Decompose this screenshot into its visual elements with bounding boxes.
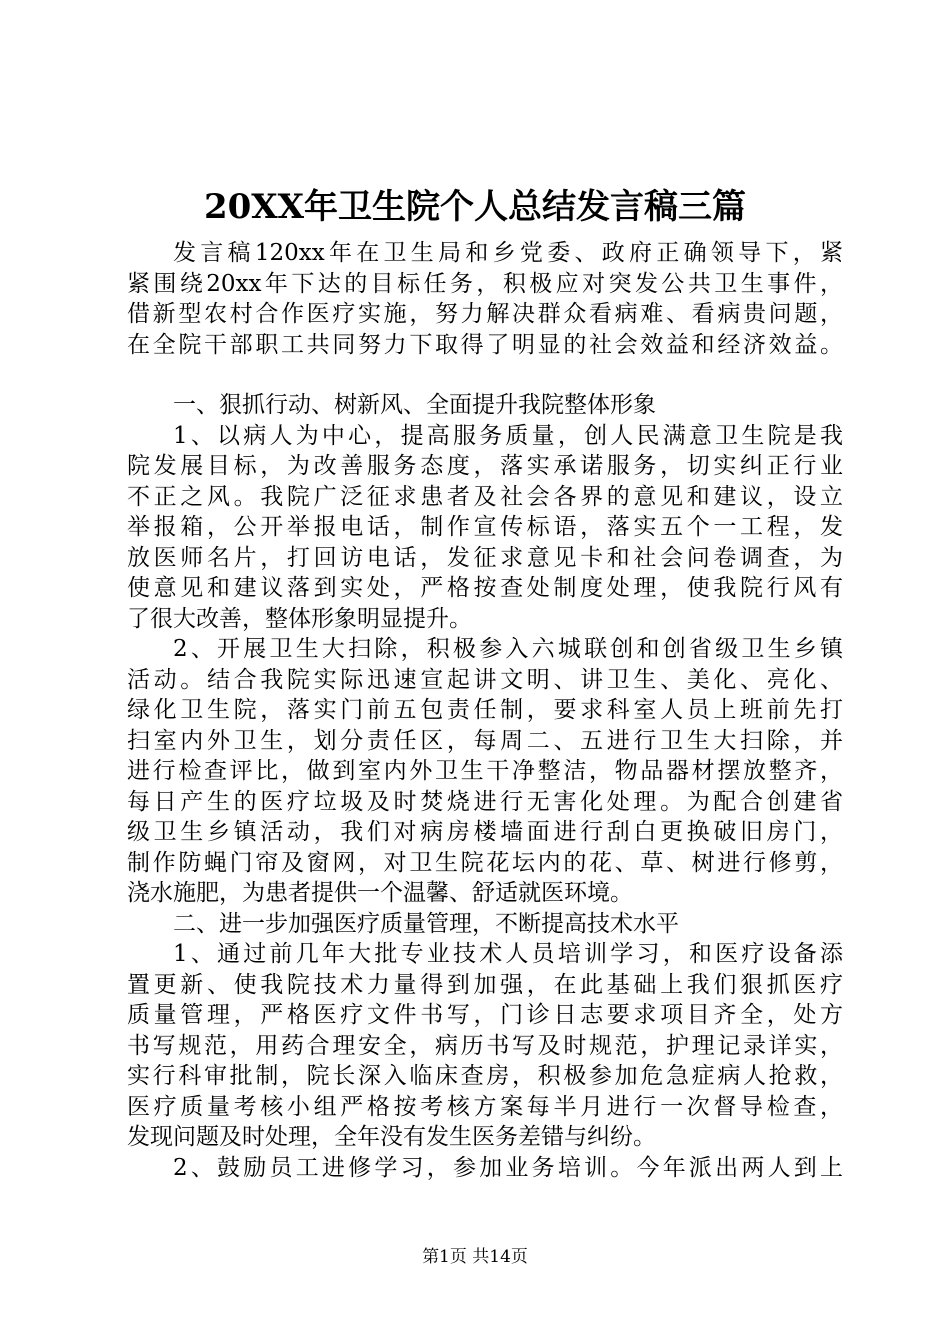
paragraph-item-2: [127, 634, 843, 909]
text-line: 实行科审批制，院长深入临床查房，积极参加危急症病人抢救，: [127, 1063, 843, 1089]
text-line: 质量管理，严格医疗文件书写，门诊日志要求项目齐全，处方: [127, 1002, 843, 1028]
text-line: 2、开展卫生大扫除，积极参入六城联创和创省级卫生乡镇: [173, 636, 843, 662]
document-title: 20XX年卫生院个人总结发言稿三篇: [203, 187, 747, 227]
text-line: 级卫生乡镇活动，我们对病房楼墙面进行刮白更换破旧房门，: [127, 819, 843, 845]
text-line: 每日产生的医疗垃圾及时焚烧进行无害化处理。为配合创建省: [127, 788, 843, 815]
text-line: 医疗质量考核小组严格按考核方案每半月进行一次督导检查，: [127, 1093, 843, 1120]
text-line: 了很大改善，整体形象明显提升。: [127, 605, 472, 632]
section-heading-one: [127, 390, 843, 421]
text-line: 放医师名片，打回访电话，发征求意见卡和社会问卷调查，为: [127, 544, 843, 571]
text-line: 一、狠抓行动、树新风、全面提升我院整体形象: [173, 392, 656, 418]
page-footer: 第1页 共14页: [422, 1247, 528, 1267]
paragraph-item-2-section-2: [127, 1153, 843, 1184]
text-line: 借新型农村合作医疗实施，努力解决群众看病难、看病贵问题，: [127, 301, 843, 327]
text-line: 在全院干部职工共同努力下取得了明显的社会效益和经济效益。: [127, 331, 843, 358]
paragraph-gap: [127, 360, 843, 390]
text-line: 制作防蝇门帘及窗网，对卫生院花坛内的花、草、树进行修剪，: [127, 849, 843, 876]
text-line: 2、鼓励员工进修学习，参加业务培训。今年派出两人到上: [173, 1154, 843, 1181]
text-line: 使意见和建议落到实处，严格按查处制度处理，使我院行风有: [127, 575, 843, 601]
text-line: 举报箱，公开举报电话，制作宣传标语，落实五个一工程，发: [127, 514, 843, 540]
text-line: 浇水施肥，为患者提供一个温馨、舒适就医环境。: [127, 880, 633, 906]
text-line: 发现问题及时处理，全年没有发生医务差错与纠纷。: [127, 1124, 656, 1150]
text-line: 二、进一步加强医疗质量管理，不断提高技术水平: [173, 910, 679, 937]
text-line: 1、通过前几年大批专业技术人员培训学习，和医疗设备添: [173, 941, 843, 967]
text-line: 发言稿120xx年在卫生局和乡党委、政府正确领导下，紧: [173, 240, 843, 266]
text-line: 书写规范，用药合理安全，病历书写及时规范，护理记录详实，: [127, 1032, 843, 1059]
text-line: 1、以病人为中心，提高服务质量，创人民满意卫生院是我: [173, 422, 843, 449]
paragraph-item-1: [127, 421, 843, 635]
text-line: 绿化卫生院，落实门前五包责任制，要求科室人员上班前先打: [127, 697, 843, 723]
text-line: 进行检查评比，做到室内外卫生干净整洁，物品器材摆放整齐，: [127, 758, 843, 784]
text-line: 不正之风。我院广泛征求患者及社会各界的意见和建议，设立: [127, 483, 843, 510]
text-line: 紧围绕20xx年下达的目标任务，积极应对突发公共卫生事件，: [127, 270, 843, 297]
paragraph-intro: [127, 238, 843, 360]
section-heading-two: [127, 909, 843, 940]
document-body: [127, 238, 843, 1183]
text-line: 活动。结合我院实际迅速宣起讲文明、讲卫生、美化、亮化、: [127, 666, 843, 693]
text-line: 院发展目标，为改善服务态度，落实承诺服务，切实纠正行业: [127, 453, 843, 479]
paragraph-item-1-section-2: [127, 939, 843, 1153]
text-line: 置更新、使我院技术力量得到加强，在此基础上我们狠抓医疗: [127, 971, 843, 998]
text-line: 扫室内外卫生，划分责任区，每周二、五进行卫生大扫除，并: [127, 727, 843, 754]
